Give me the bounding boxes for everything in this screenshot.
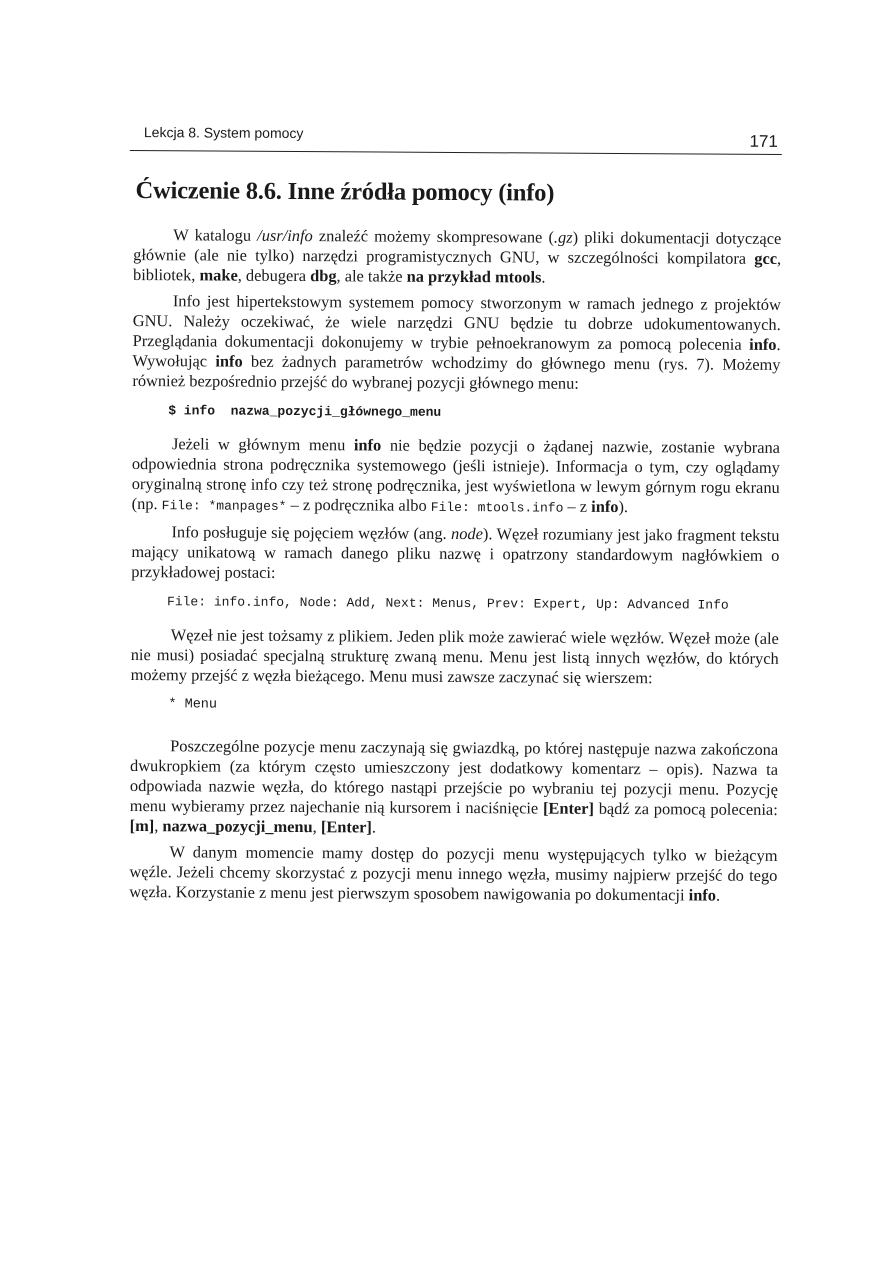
node-header-example: File: info.info, Node: Add, Next: Menus, Prev: Expert, Up: Advanced Info [166,594,729,613]
exercise-title: Ćwiczenie 8.6. Inne źródła pomocy (info) [135,177,555,207]
command-example-1: $ info nazwa_pozycji_głównego_menu [168,403,442,420]
paragraph-6: Poszczególne pozycje menu zaczynają się gwiazdką, po której następuje nazwa zakończona dwukropkiem (za którym często umieszczony jest dodatkowy komentarz – opis). Nazwa ta odpowiada nazwie węzła, do którego nastąpi przejście po wybraniu tej pozycji menu. Pozycję menu wybieramy przez najechanie nią kursorem i naciśnięcie [Enter] bądź za pomocą polecenia: [m], nazwa_pozycji_menu, [Enter]. [129,736,779,837]
page-number: 171 [749,131,778,151]
paragraph-4: Info posługuje się pojęciem węzłów (ang. node). Węzeł rozumiany jest jako fragment tekstu mający unikatową w ramach danego pliku nazwę i opatrzony standardowym nagłówkiem o przykładowej postaci: [131,522,780,582]
paragraph-3: Jeżeli w głównym menu info nie będzie pozycji o żądanej nazwie, zostanie wybrana odpowiednia strona podręcznika systemowego (jeśli istnieje). Informacja o tym, czy oglądamy oryginalną stronę info czy też stronę podręcznika, jest wyświetlona w lewym górnym rogu ekranu (np. File: *manpages* – z podręcznika albo File: mtools.info – z info). [131,434,781,517]
paragraph-5: Węzeł nie jest tożsamy z plikiem. Jeden plik może zawierać wiele węzłów. Węzeł może (ale nie musi) posiadać specjalną strukturę zwaną menu. Menu jest listą innych węzłów, do których możemy przejść z węzła bieżącego. Menu musi zawsze zaczynać się wierszem: [130,625,779,688]
running-header [130,118,782,155]
paragraph-7: W danym momencie mamy dostęp do pozycji menu występujących tylko w bieżącym węźle. Jeżeli chcemy skorzystać z pozycji menu innego węzła, musimy najpierw przejść do tego węzła. Korzystanie z menu jest pierwszym sposobem nawigowania po dokumentacji info. [129,842,778,905]
section-title: Lekcja 8. System pomocy [143,124,304,142]
paragraph-2: Info jest hipertekstowym systemem pomocy stworzonym w ramach jednego z projektów GNU. Należy oczekiwać, że wiele narzędzi GNU będzie tu dobrze udokumentowanych. Przeglądania dokumentacji dokonujemy w trybie pełnoekranowym za pomocą polecenia info. Wywołując info bez żadnych parametrów wchodzimy do głównego menu (rys. 7). Możemy również bezpośrednio przejść do wybranej pozycji głównego menu: [132,291,781,393]
paragraph-1: W katalogu /usr/info znaleźć możemy skompresowane (.gz) pliki dokumentacji dotyczące głównie (ale nie tylko) narzędzi programistycznych GNU, w szczególności kompilatora gcc, bibliotek, make, debugera dbg, ale także na przykład mtools. [132,225,782,287]
book-page [125,118,782,912]
menu-line-example: * Menu [168,697,218,713]
